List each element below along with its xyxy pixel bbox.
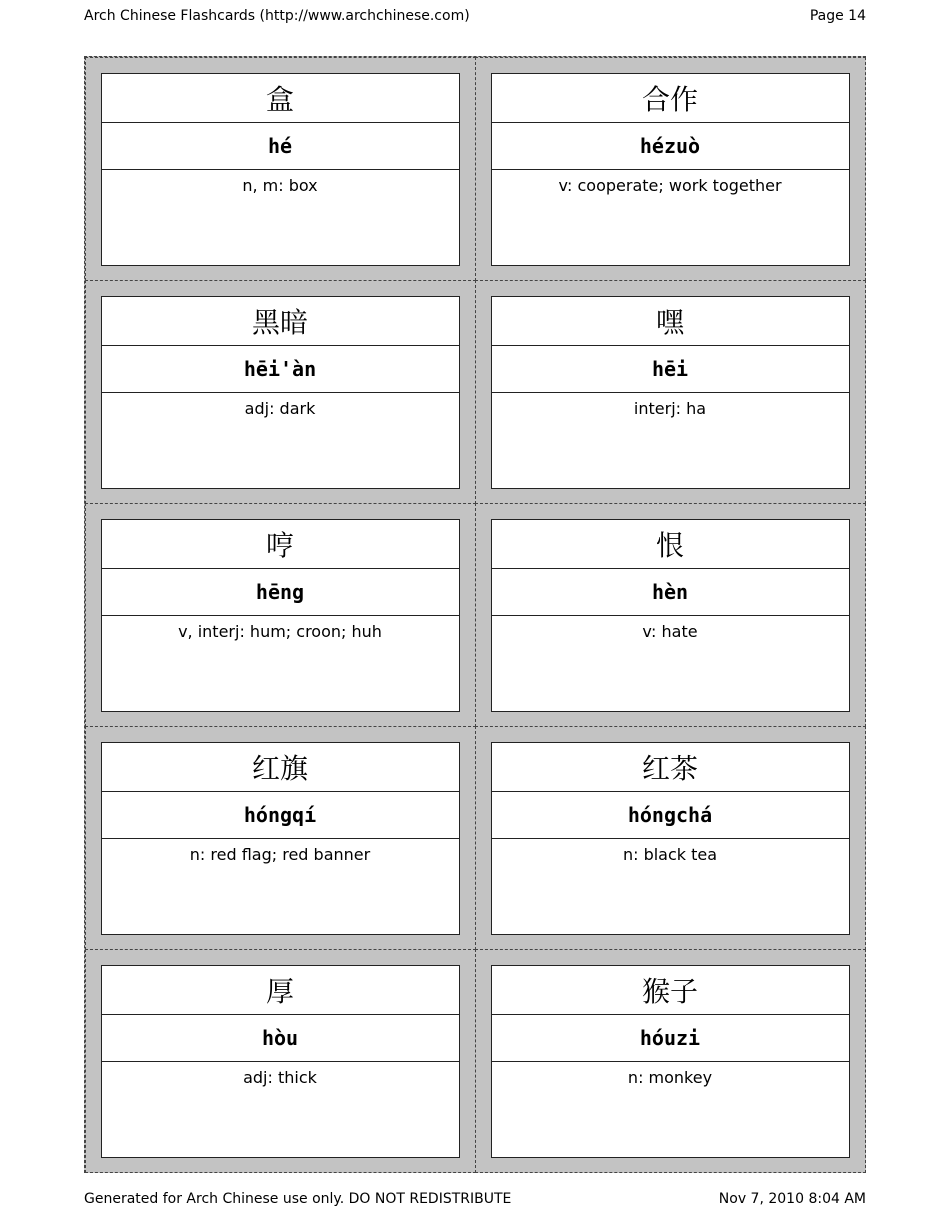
flashcard	[101, 519, 460, 712]
flashcard	[491, 965, 850, 1158]
card-cell	[85, 949, 476, 1173]
card-cell	[85, 503, 476, 727]
card-cell	[475, 280, 866, 504]
card-pinyin: hēng	[102, 569, 459, 616]
flashcard	[101, 965, 460, 1158]
card-cell	[475, 949, 866, 1173]
card-meaning: v: cooperate; work together	[558, 175, 782, 195]
card-meaning: adj: thick	[243, 1067, 317, 1087]
card-meaning: v: hate	[642, 621, 698, 641]
card-cell	[475, 726, 866, 950]
card-meaning: v, interj: hum; croon; huh	[178, 621, 382, 641]
card-meaning: interj: ha	[633, 398, 707, 418]
card-cell	[85, 726, 476, 950]
card-meaning: n: monkey	[627, 1067, 713, 1087]
card-hanzi: 合作	[492, 74, 849, 123]
card-cell	[85, 57, 476, 281]
card-meaning: n: red flag; red banner	[189, 844, 371, 864]
card-hanzi: 嘿	[492, 297, 849, 346]
card-hanzi: 猴子	[492, 966, 849, 1015]
page-number: Page 14	[809, 8, 866, 24]
card-cell	[85, 280, 476, 504]
card-hanzi: 哼	[102, 520, 459, 569]
card-cell	[475, 503, 866, 727]
flashcard	[491, 296, 850, 489]
card-pinyin: hé	[102, 123, 459, 170]
footer-date: Nov 7, 2010 8:04 AM	[718, 1191, 866, 1207]
flashcard	[491, 519, 850, 712]
card-hanzi: 红旗	[102, 743, 459, 792]
card-pinyin: hézuò	[492, 123, 849, 170]
page-header	[84, 8, 866, 24]
card-meaning: adj: dark	[244, 398, 316, 418]
flashcard	[101, 73, 460, 266]
flashcard	[101, 296, 460, 489]
header-title: Arch Chinese Flashcards (http://www.archchinese.com)	[84, 8, 470, 24]
card-pinyin: hèn	[492, 569, 849, 616]
page-footer	[84, 1191, 866, 1207]
card-cell	[475, 57, 866, 281]
card-hanzi: 恨	[492, 520, 849, 569]
flashcard	[491, 73, 850, 266]
footer-notice: Generated for Arch Chinese use only. DO NOT REDISTRIBUTE	[84, 1191, 512, 1207]
flashcard	[101, 742, 460, 935]
card-hanzi: 红茶	[492, 743, 849, 792]
card-pinyin: hēi'àn	[102, 346, 459, 393]
card-pinyin: hòu	[102, 1015, 459, 1062]
flashcard	[491, 742, 850, 935]
card-hanzi: 厚	[102, 966, 459, 1015]
card-hanzi: 盒	[102, 74, 459, 123]
card-hanzi: 黑暗	[102, 297, 459, 346]
card-meaning: n, m: box	[242, 175, 318, 195]
flashcard-grid	[84, 56, 866, 1173]
card-pinyin: hóngqí	[102, 792, 459, 839]
card-meaning: n: black tea	[622, 844, 718, 864]
card-pinyin: hóngchá	[492, 792, 849, 839]
card-pinyin: hóuzi	[492, 1015, 849, 1062]
card-pinyin: hēi	[492, 346, 849, 393]
